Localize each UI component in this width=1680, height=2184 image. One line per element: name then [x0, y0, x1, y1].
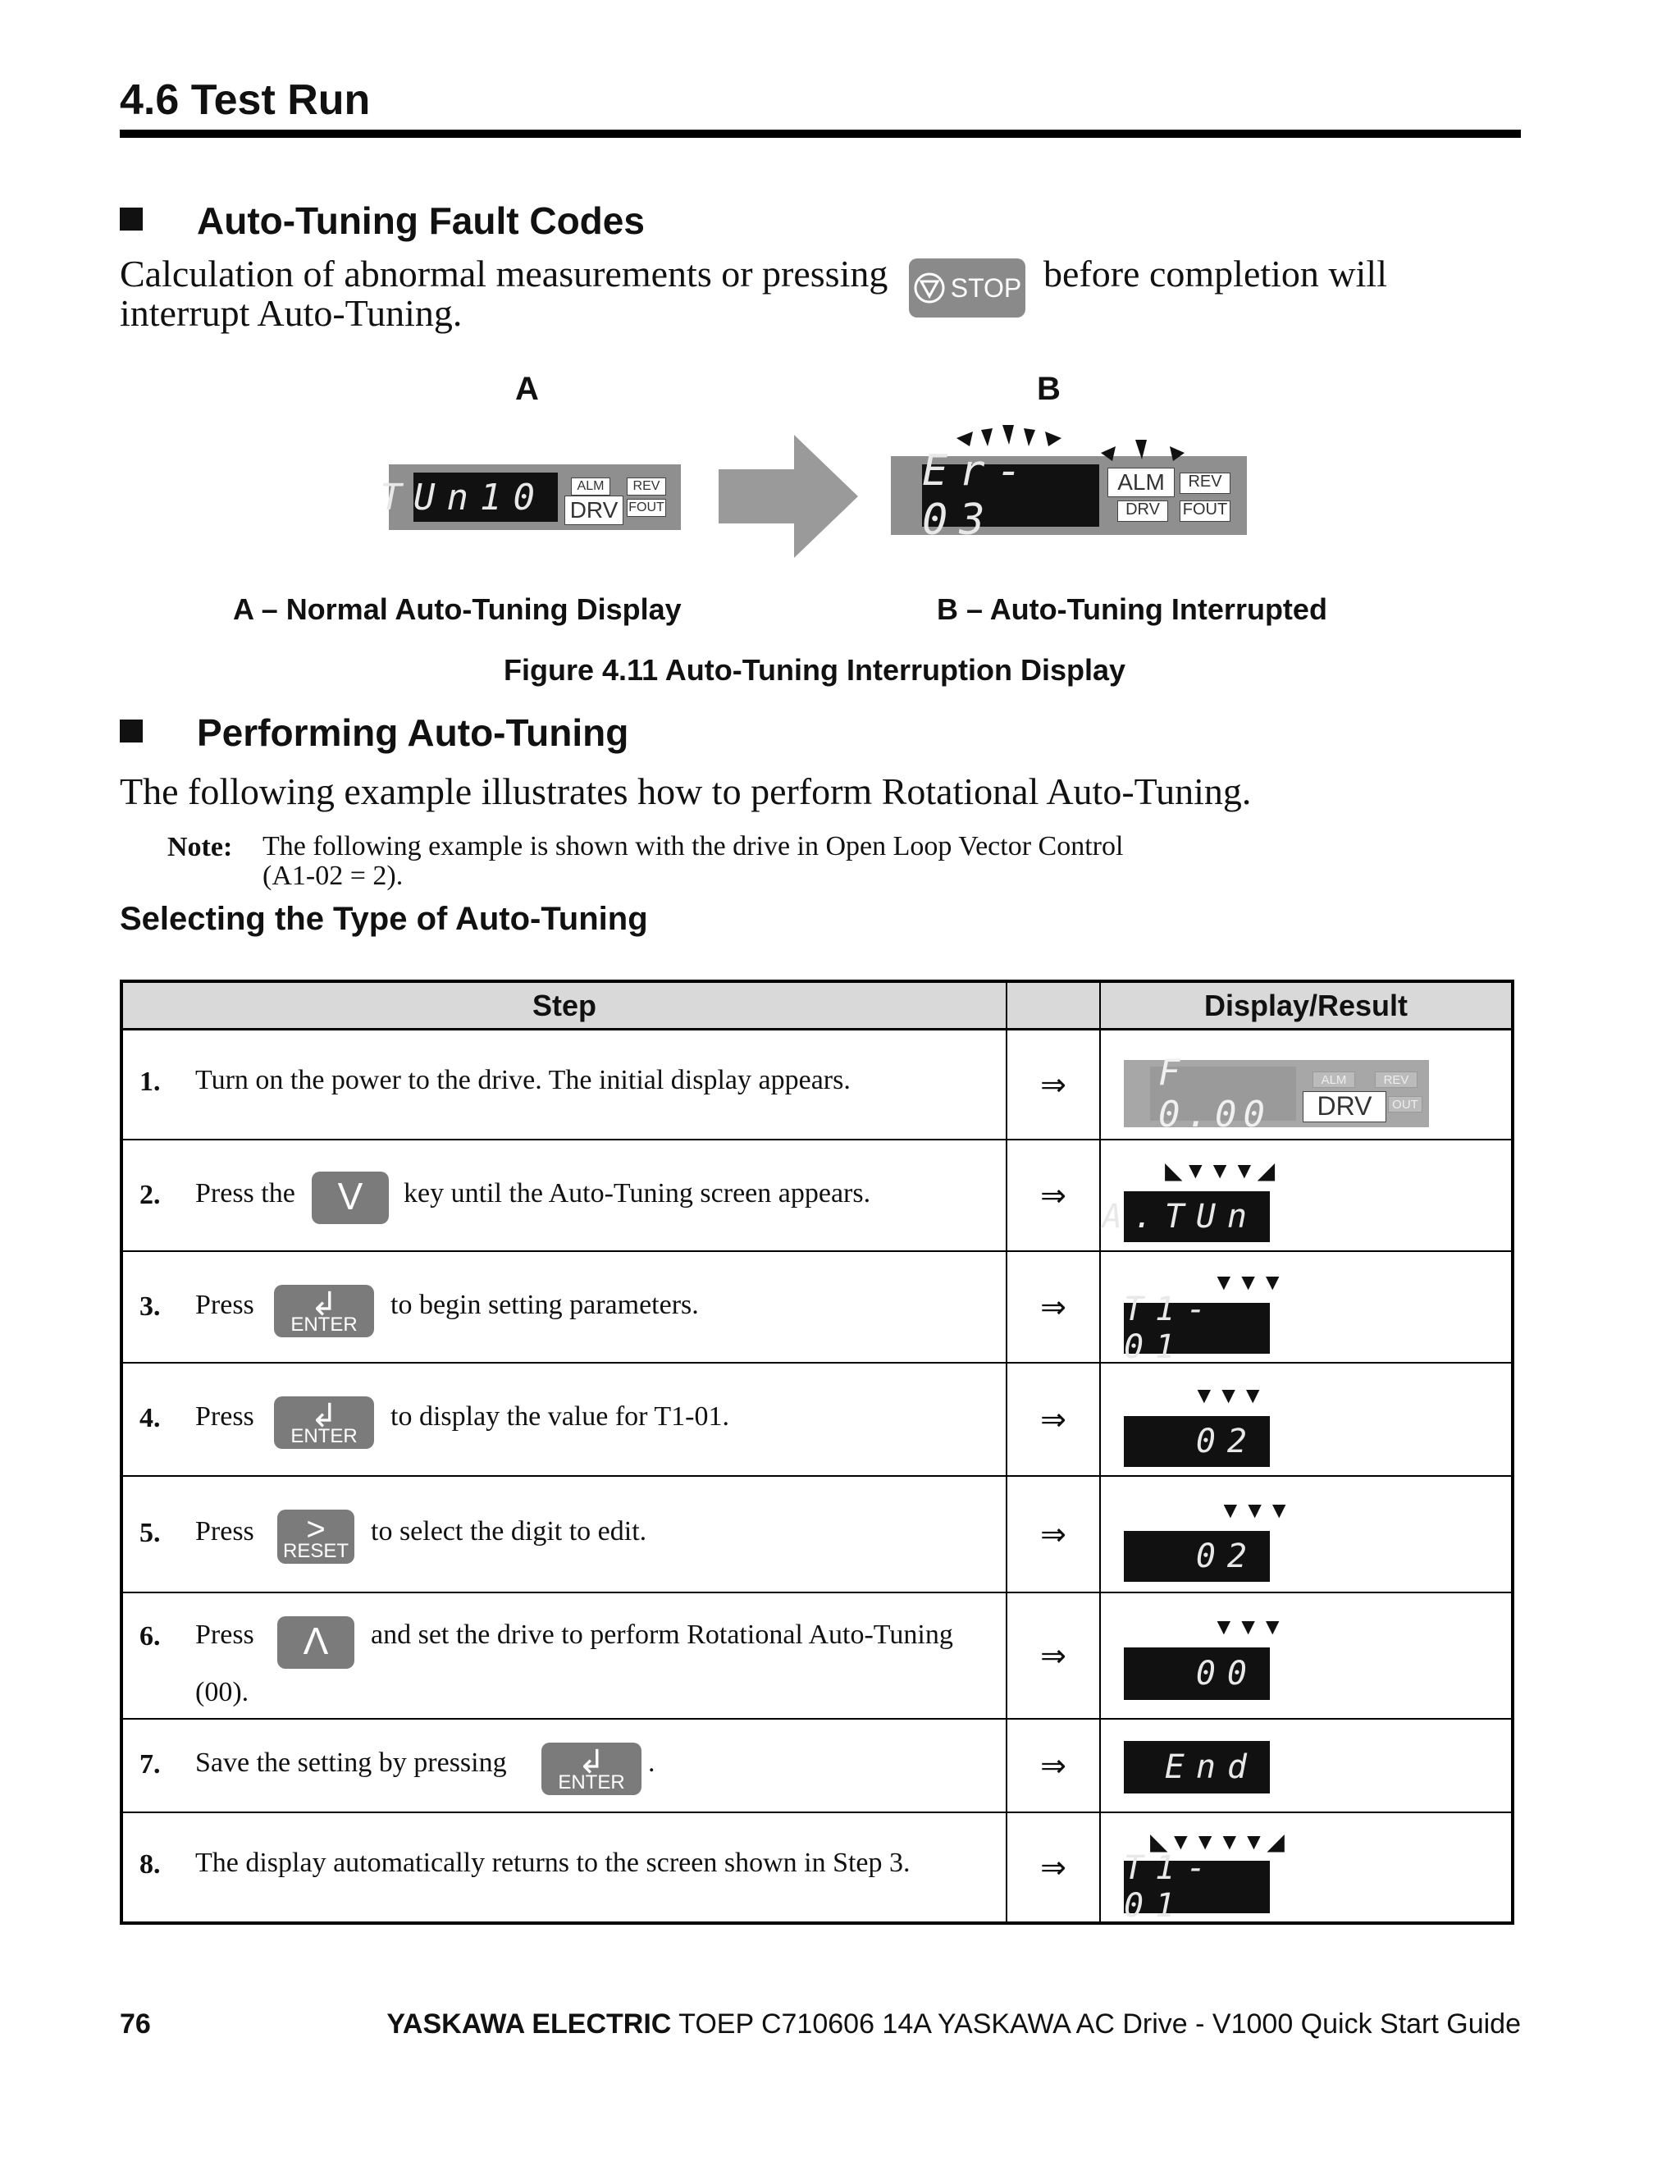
step-text: Press — [195, 1290, 254, 1320]
caption-a: A – Normal Auto-Tuning Display — [233, 592, 682, 626]
blink-marks-icon: ▼▼▼ — [1212, 1615, 1286, 1640]
heading-performing-text: Performing Auto-Tuning — [197, 711, 629, 754]
result-cell — [1101, 1030, 1511, 1139]
arrow-cell: ⇒ — [1007, 1720, 1101, 1812]
step-cell — [123, 1720, 1007, 1812]
note-label: Note: — [167, 832, 233, 862]
lcd-display: 02 — [1124, 1531, 1270, 1582]
table-row — [123, 1813, 1511, 1925]
arrow-cell: ⇒ — [1007, 1364, 1101, 1475]
col-result-header: Display/Result — [1203, 988, 1408, 1022]
subheading: Selecting the Type of Auto-Tuning — [120, 901, 648, 937]
intro-text-3: interrupt Auto-Tuning. — [120, 292, 463, 334]
arrow-cell: ⇒ — [1007, 1252, 1101, 1362]
table-row — [123, 1252, 1511, 1364]
step-cell — [123, 1140, 1007, 1250]
table-row — [123, 1140, 1511, 1252]
step-text: Save the setting by pressing — [195, 1748, 507, 1778]
enter-key-icon — [274, 1285, 374, 1337]
step-cell — [123, 1813, 1007, 1921]
page-number: 76 — [120, 2008, 151, 2040]
result-cell — [1101, 1593, 1511, 1718]
table-row — [123, 1720, 1511, 1813]
lcd-display: 02 — [1124, 1416, 1270, 1467]
intro-text-1: Calculation of abnormal measurements or pressing — [120, 253, 888, 295]
indicator-rev-b: REV — [1180, 473, 1230, 494]
blink-marks-icon: ◣▼▼▼◢ — [1165, 1158, 1277, 1184]
arrow-cell: ⇒ — [1007, 1030, 1101, 1139]
heading-performing — [120, 710, 628, 755]
lcd-display-b: Er-03 — [922, 464, 1099, 527]
blink-marks-icon: ▼▼▼ — [1219, 1498, 1293, 1524]
down-key-glyph: V — [337, 1175, 363, 1218]
right-glyph: > — [306, 1511, 326, 1547]
indicator-out: OUT — [1388, 1096, 1422, 1113]
indicator-rev: REV — [627, 477, 666, 496]
indicator-alm: ALM — [1312, 1071, 1355, 1088]
table-row — [123, 1364, 1511, 1477]
heading-fault-codes-text: Auto-Tuning Fault Codes — [197, 199, 645, 242]
table-row — [123, 1030, 1511, 1140]
step-text: The display automatically returns to the screen shown in Step 3. — [195, 1848, 911, 1878]
indicator-alm-b: ALM — [1107, 468, 1175, 497]
indicator-drv: DRV — [1303, 1091, 1386, 1122]
figure-title: Figure 4.11 Auto-Tuning Interruption Display — [504, 653, 1126, 687]
step-number: 7. — [139, 1749, 161, 1780]
step-text: to begin setting parameters. — [390, 1290, 699, 1320]
step-number: 2. — [139, 1180, 161, 1210]
section-title: 4.6 Test Run — [120, 76, 371, 124]
col-step-header: Step — [123, 983, 1007, 1028]
result-cell — [1101, 1720, 1511, 1812]
blink-marks-icon: ▼▼▼ — [1193, 1383, 1267, 1409]
result-cell — [1101, 1252, 1511, 1366]
step-text: key until the Auto-Tuning screen appears. — [404, 1178, 871, 1209]
step-text: (00). — [195, 1677, 249, 1707]
step-text: Press — [195, 1620, 254, 1650]
step-text: to select the digit to edit. — [371, 1516, 647, 1547]
step-cell — [123, 1593, 1007, 1718]
step-number: 8. — [139, 1849, 161, 1880]
arrow-cell: ⇒ — [1007, 1813, 1101, 1921]
table-header-row — [123, 983, 1511, 1030]
reset-key-label: RESET — [282, 1540, 349, 1562]
step-text: Press the — [195, 1178, 295, 1209]
note-body — [262, 832, 1329, 891]
enter-key-icon — [541, 1743, 641, 1795]
enter-glyph: ↲ — [310, 1286, 338, 1323]
indicator-drv: DRV — [564, 496, 623, 525]
arrow-cell: ⇒ — [1007, 1593, 1101, 1718]
indicator-fout-b: FOUT — [1180, 500, 1230, 522]
stop-key-icon — [909, 258, 1025, 318]
lcd-display: T1-01 — [1124, 1303, 1270, 1354]
caption-b: B – Auto-Tuning Interrupted — [937, 592, 1327, 626]
indicator-fout: FOUT — [627, 499, 666, 517]
stop-key-label: STOP — [950, 272, 1022, 303]
enter-key-label: ENTER — [290, 1425, 358, 1447]
indicator-alm: ALM — [571, 477, 610, 496]
bullet-square-icon — [120, 208, 143, 231]
col-arrow-header — [1007, 983, 1101, 1028]
lcd-display: T1-01 — [1124, 1861, 1270, 1913]
figure-label-b: B — [1037, 371, 1061, 407]
step-text: Press — [195, 1516, 254, 1547]
note-line-1: The following example is shown with the drive in Open Loop Vector Control — [262, 831, 1124, 861]
result-cell — [1101, 1140, 1511, 1250]
enter-glyph: ↲ — [578, 1744, 605, 1780]
heading-fault-codes — [120, 199, 645, 243]
lcd-display: A.TUn — [1124, 1191, 1270, 1242]
display-panel-a — [380, 464, 681, 530]
display-panel-b — [891, 446, 1247, 545]
header-rule — [120, 130, 1521, 138]
right-arrow-icon — [719, 435, 858, 558]
up-key-icon — [277, 1616, 354, 1669]
result-cell — [1101, 1477, 1511, 1592]
intro-text-2: before completion will — [1043, 253, 1387, 295]
body-paragraph: The following example illustrates how to perform Rotational Auto-Tuning. — [120, 770, 1252, 812]
lcd-display: End — [1124, 1741, 1270, 1793]
step-number: 3. — [139, 1291, 161, 1322]
initial-display-panel — [1124, 1052, 1429, 1135]
enter-key-icon — [274, 1396, 374, 1449]
bullet-square-icon — [120, 720, 143, 742]
stop-triangle-icon — [913, 272, 946, 304]
arrow-cell: ⇒ — [1007, 1477, 1101, 1592]
blink-marks-icon: ◣▼▼▼▼◢ — [1150, 1830, 1286, 1855]
indicator-rev: REV — [1375, 1071, 1418, 1088]
step-number: 1. — [139, 1067, 161, 1097]
step-number: 5. — [139, 1518, 161, 1548]
steps-table — [120, 980, 1514, 1925]
lcd-display-a: TUn10 — [413, 473, 558, 522]
step-text: Press — [195, 1401, 254, 1432]
enter-key-label: ENTER — [558, 1771, 625, 1793]
step-cell — [123, 1030, 1007, 1139]
down-key-icon — [312, 1172, 389, 1224]
step-number: 6. — [139, 1621, 161, 1652]
up-key-glyph: Λ — [303, 1620, 329, 1662]
result-cell — [1101, 1364, 1511, 1475]
reset-key-icon — [277, 1510, 354, 1564]
indicator-drv-b: DRV — [1117, 500, 1168, 522]
step-cell — [123, 1252, 1007, 1362]
figure-label-a: A — [515, 371, 539, 407]
step-cell — [123, 1477, 1007, 1592]
footer-doc: TOEP C710606 14A YASKAWA AC Drive - V1000 Quick Start Guide — [671, 2008, 1521, 2040]
arrow-cell: ⇒ — [1007, 1140, 1101, 1250]
enter-glyph: ↲ — [310, 1398, 338, 1434]
enter-key-label: ENTER — [290, 1314, 358, 1336]
lcd-display: F 0.00 — [1150, 1067, 1296, 1121]
alm-blink-marks-icon — [1098, 436, 1188, 464]
table-row — [123, 1477, 1511, 1593]
lcd-display: 00 — [1124, 1647, 1270, 1700]
table-row — [123, 1593, 1511, 1720]
result-cell — [1101, 1813, 1511, 1925]
step-text: and set the drive to perform Rotational Auto-Tuning — [371, 1620, 953, 1650]
note-line-2: (A1-02 = 2). — [262, 861, 404, 891]
step-text: to display the value for T1-01. — [390, 1401, 729, 1432]
step-number: 4. — [139, 1403, 161, 1433]
step-cell — [123, 1364, 1007, 1475]
blink-marks-icon: ▼▼▼ — [1212, 1270, 1286, 1295]
footer-text — [386, 2008, 1521, 2040]
footer-brand: YASKAWA ELECTRIC — [386, 2008, 672, 2040]
step-text: Turn on the power to the drive. The initial display appears. — [195, 1065, 851, 1095]
blink-marks-icon — [952, 423, 1066, 453]
step-text: . — [648, 1748, 655, 1778]
